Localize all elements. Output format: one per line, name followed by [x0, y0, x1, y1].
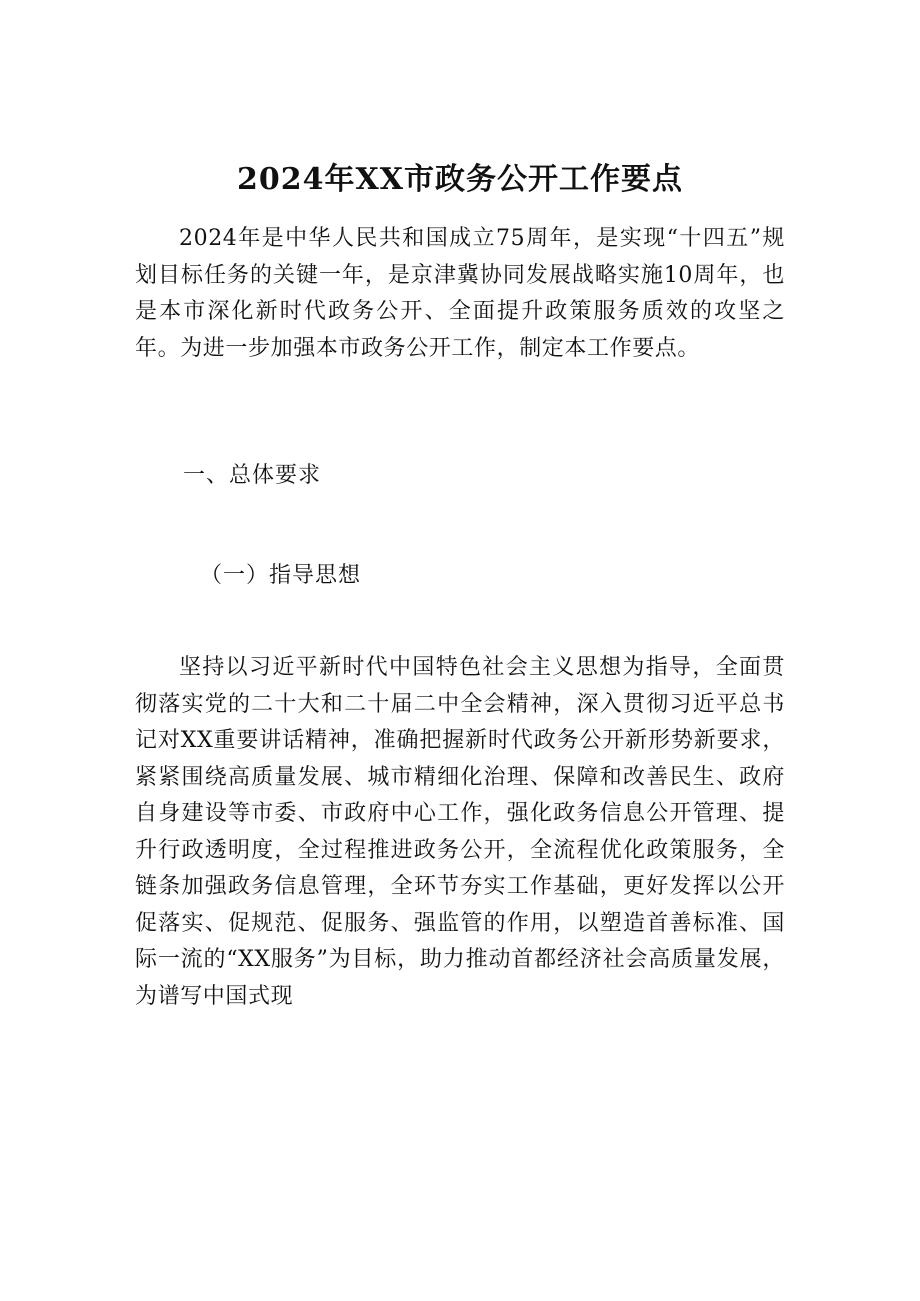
body-paragraph: 坚持以习近平新时代中国特色社会主义思想为指导，全面贯彻落实党的二十大和二十届二中全会精神，深入贯彻习近平总书记对XX重要讲话精神，准确把握新时代政务公开新形势新要求，紧紧围绕高质量发展、城市精细化治理、保障和改善民生、政府自身建设等市委、市政府中心工作，强化政务信息公开管理、提升行政透明度，全过程推进政务公开，全流程优化政策服务，全链条加强政务信息管理，全环节夯实工作基础，更好发挥以公开促落实、促规范、促服务、强监管的作用，以塑造首善标准、国际一流的“XX服务”为目标，助力推动首都经济社会高质量发展，为谱写中国式现: [135, 655, 785, 1009]
subsection-heading: （一）指导思想: [200, 563, 362, 588]
intro-paragraph: 2024年是中华人民共和国成立75周年，是实现“十四五”规划目标任务的关键一年，是京津冀协同发展战略实施10周年，也是本市深化新时代政务公开、全面提升政策服务质效的攻坚之年。为进一步加强本市政务公开工作，制定本工作要点。: [135, 226, 785, 361]
document-title: 2024年XX市政务公开工作要点: [236, 162, 684, 198]
section-heading: 一、总体要求: [183, 463, 322, 488]
